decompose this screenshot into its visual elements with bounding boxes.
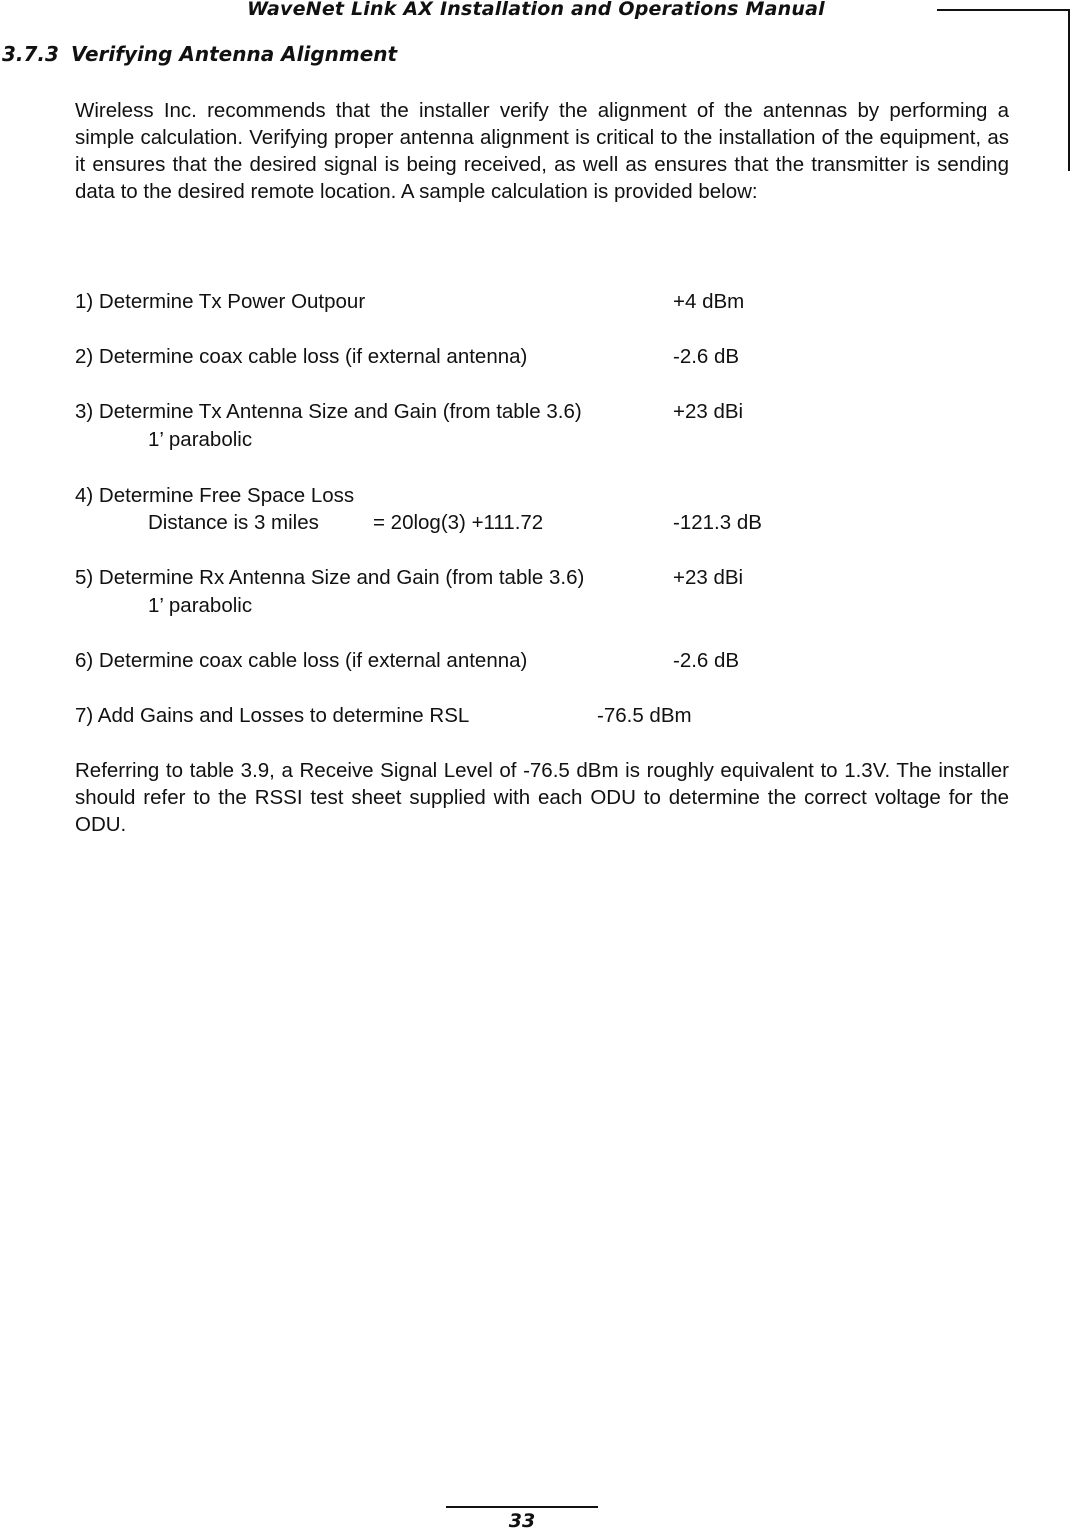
step-5-detail: 1’ parabolic	[148, 594, 253, 617]
running-header: WaveNet Link AX Installation and Operations Manual	[247, 0, 825, 20]
step-4-label: 4) Determine Free Space Loss	[75, 484, 355, 507]
section-number: 3.7.3	[2, 42, 59, 66]
page-number: 33	[508, 1510, 536, 1532]
margin-rule	[1068, 9, 1070, 171]
step-6-value: -2.6 dB	[673, 649, 740, 672]
step-6-label: 6) Determine coax cable loss (if external antenna)	[75, 649, 528, 672]
step-4-formula: = 20log(3) +111.72	[373, 511, 544, 534]
intro-paragraph: Wireless Inc. recommends that the installer verify the alignment of the antennas by performing a simple calculation. Verifying proper antenna alignment is critical to the installation of the equipment, as it ensures that the desired signal is being received, as well as ensures that the transmitter is sending data to the desired remote location. A sample calculation is provided below:	[75, 99, 1009, 203]
footer-rule	[446, 1506, 598, 1508]
conclusion-paragraph: Referring to table 3.9, a Receive Signal Level of -76.5 dBm is roughly equivalent to 1.3V. The installer should refer to the RSSI test sheet supplied with each ODU to determine the correct voltage for the ODU.	[75, 759, 1009, 836]
step-2-value: -2.6 dB	[673, 345, 740, 368]
step-3-detail: 1’ parabolic	[148, 428, 253, 451]
section-title: Verifying Antenna Alignment	[70, 42, 398, 66]
step-5-label: 5) Determine Rx Antenna Size and Gain (from table 3.6)	[75, 566, 585, 589]
step-2-label: 2) Determine coax cable loss (if external antenna)	[75, 345, 528, 368]
step-7-value: -76.5 dBm	[597, 704, 692, 727]
step-1-value: +4 dBm	[673, 290, 745, 313]
step-5-value: +23 dBi	[673, 566, 744, 589]
section-heading	[2, 42, 397, 66]
step-4-value: -121.3 dB	[673, 511, 762, 534]
header-rule	[937, 9, 1070, 11]
step-3-label: 3) Determine Tx Antenna Size and Gain (from table 3.6)	[75, 400, 582, 423]
step-1-label: 1) Determine Tx Power Outpour	[75, 290, 366, 313]
step-7-label: 7) Add Gains and Losses to determine RSL	[75, 704, 470, 727]
step-4-detail: Distance is 3 miles	[148, 511, 319, 534]
step-3-value: +23 dBi	[673, 400, 744, 423]
